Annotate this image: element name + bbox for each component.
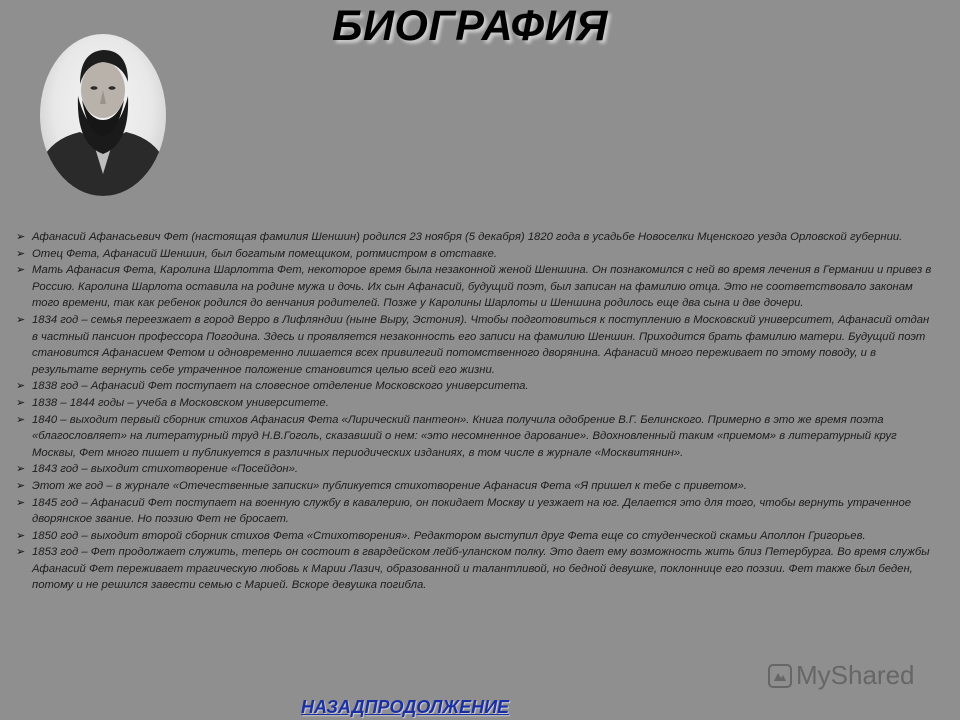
continue-link[interactable]: ПРОДОЛЖЕНИЕ bbox=[364, 697, 510, 717]
list-item bbox=[16, 246, 936, 263]
arrow-bullet-icon: ➢ bbox=[16, 546, 26, 559]
list-item bbox=[16, 478, 936, 495]
list-item-text: 1843 год – выходит стихотворение «Посейдон». bbox=[32, 463, 298, 476]
watermark-text: MyShared bbox=[796, 660, 915, 690]
list-item-text: 1838 – 1844 годы – учеба в Московском университете. bbox=[32, 396, 329, 409]
list-item-text: 1840 – выходит первый сборник стихов Афанасия Фета «Лирический пантеон». Книга получила одобрение В.Г. Белинского. Примерно в это же время поэта «благословляет» на литературный труд Н.В.Гоголь, сказавший о нем: «это несомненное дарование». Вдохновленный таким «приемом» в литературный круг Москвы, Фет много пишет и публикуется в различных периодических изданиях, в том числе в журнале «Москвитянин». bbox=[32, 413, 897, 459]
list-item-text: Афанасий Афанасьевич Фет (настоящая фамилия Шеншин) родился 23 ноября (5 декабря) 1820 года в усадьбе Новоселки Мценского уезда Орловской губернии. bbox=[32, 231, 903, 243]
biography-text bbox=[16, 229, 936, 594]
arrow-bullet-icon: ➢ bbox=[16, 313, 26, 326]
list-item bbox=[16, 229, 936, 246]
navigation-links bbox=[301, 697, 509, 718]
watermark-logo-icon bbox=[768, 664, 792, 688]
list-item bbox=[16, 412, 936, 462]
arrow-bullet-icon: ➢ bbox=[16, 264, 26, 277]
page-title: БИОГРАФИЯ bbox=[332, 2, 608, 50]
list-item bbox=[16, 528, 936, 545]
list-item-text: 1853 год – Фет продолжает служить, теперь он состоит в гвардейском лейб-уланском полку. Это дает ему возможность жить близ Петербурга. Во время службы Афанасий Фет переживает трагическую любовь к Марии Лазич, образованной и талантливой, но бедной девушке, поклоннице его поэзии. Фет также был беден, потому и не решился завести семью с Марией. Вскоре девушка погибла. bbox=[32, 546, 930, 592]
list-item-text: 1838 год – Афанасий Фет поступает на словесное отделение Московского университета. bbox=[32, 380, 529, 393]
arrow-bullet-icon: ➢ bbox=[16, 396, 26, 409]
list-item bbox=[16, 378, 936, 395]
list-item-text: 1850 год – выходит второй сборник стихов Фета «Стихотворения». Редактором выступил друг Фета еще со студенческой скамьи Аполлон Григорьев. bbox=[32, 529, 866, 542]
list-item bbox=[16, 395, 936, 412]
arrow-bullet-icon: ➢ bbox=[16, 247, 26, 260]
arrow-bullet-icon: ➢ bbox=[16, 413, 26, 426]
list-item bbox=[16, 262, 936, 312]
list-item-text: Мать Афанасия Фета, Каролина Шарлотта Фет, некоторое время была незаконной женой Шеншина. Он познакомился с ней во время лечения в Германии и привез в Россию. Каролина Шарлота оставила на родине мужа и дочь. Их сын Афанасий, будущий поэт, был записан на фамилию отца. Это не соответствовало законам того времени, так как ребенок родился до венчания родителей. Позже у Каролины Шарлоты и Шеншина родилось еще два сына и две дочери. bbox=[32, 264, 932, 310]
arrow-bullet-icon: ➢ bbox=[16, 463, 26, 476]
list-item-text: Отец Фета, Афанасий Шеншин, был богатым помещиком, ротмистром в отставке. bbox=[32, 247, 498, 260]
list-item bbox=[16, 495, 936, 528]
arrow-bullet-icon: ➢ bbox=[16, 231, 26, 243]
list-item bbox=[16, 544, 936, 594]
portrait-image bbox=[40, 34, 166, 196]
watermark bbox=[768, 660, 915, 691]
portrait-drawing bbox=[40, 34, 166, 196]
list-item bbox=[16, 461, 936, 478]
list-item bbox=[16, 312, 936, 378]
list-item-text: 1834 год – семья переезжает в город Верро в Лифляндии (ныне Выру, Эстония). Чтобы подготовиться к поступлению в Московский университет, Афанасий отдан в частный пансион профессора Погодина. Здесь и проявляется незаконность его записи на фамилию Шеншин. Приходится брать фамилию матери. Будущий поэт становится Афанасием Фетом и одновременно лишается всех привилегий потомственного дворянина. Афанасий много переживает по этому поводу, и в результате вернуть себе утраченное положение становится целью всей его жизни. bbox=[32, 313, 930, 376]
arrow-bullet-icon: ➢ bbox=[16, 529, 26, 542]
arrow-bullet-icon: ➢ bbox=[16, 496, 26, 509]
arrow-bullet-icon: ➢ bbox=[16, 479, 26, 492]
list-item-text: Этот же год – в журнале «Отечественные записки» публикуется стихотворение Афанасия Фета «Я пришел к тебе с приветом». bbox=[32, 479, 747, 492]
list-item-text: 1845 год – Афанасий Фет поступает на военную службу в кавалерию, он покидает Москву и уезжает на юг. Делается это для того, чтобы вернуть утраченное дворянское звание. Но поэзию Фет не бросает. bbox=[32, 496, 912, 526]
back-link[interactable]: НАЗАД bbox=[301, 697, 365, 717]
arrow-bullet-icon: ➢ bbox=[16, 380, 26, 393]
